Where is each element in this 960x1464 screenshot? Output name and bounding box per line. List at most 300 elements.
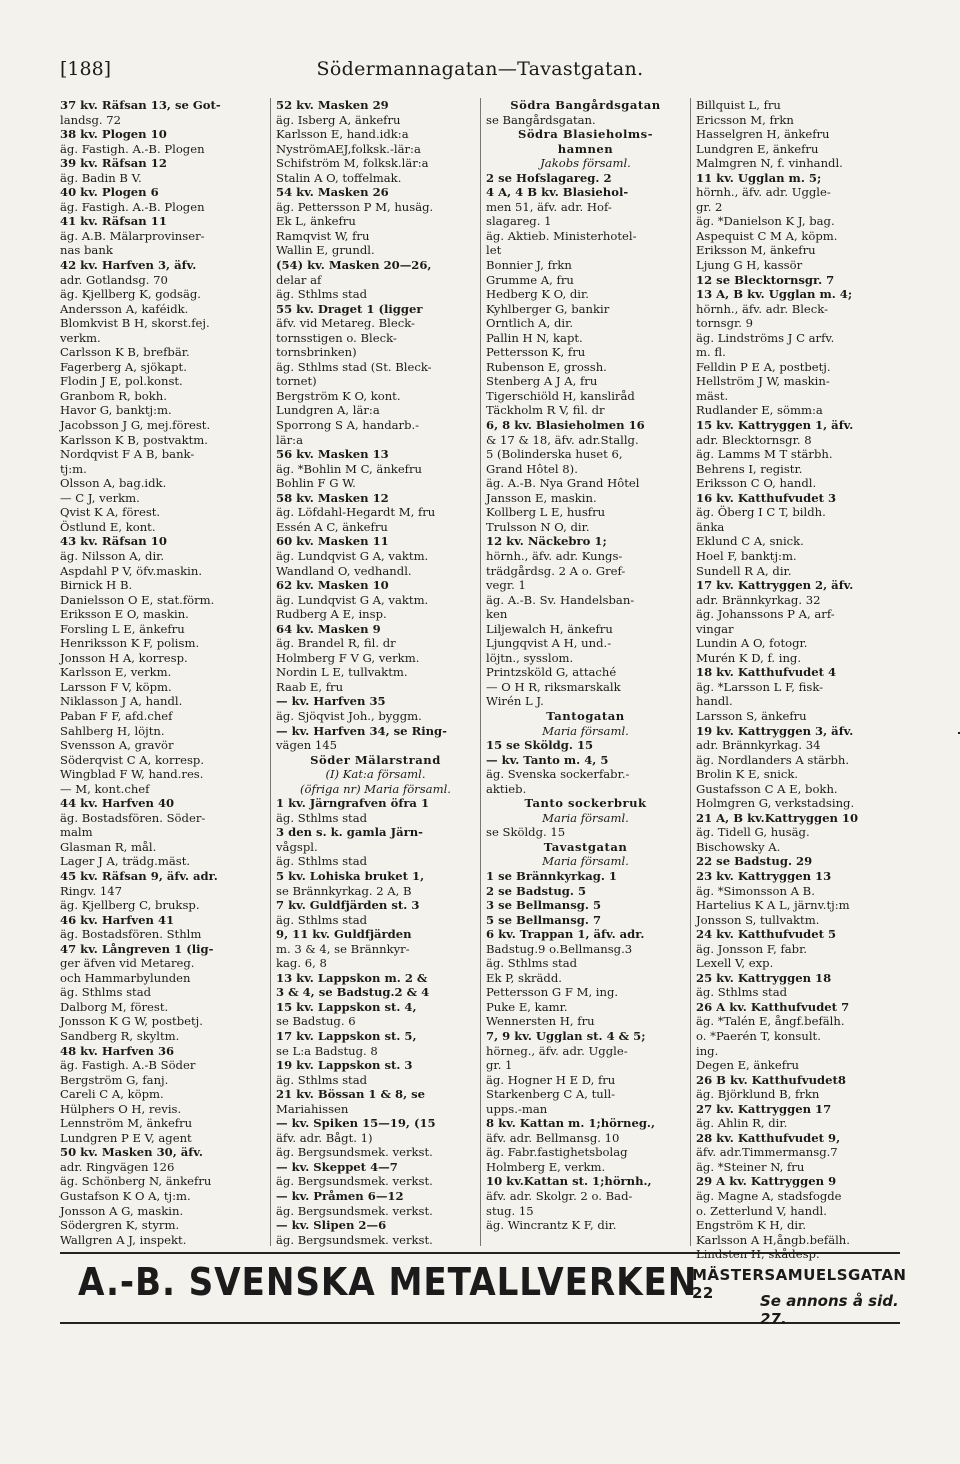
directory-entry: äg. Schönberg N, änkefru: [60, 1174, 212, 1189]
directory-entry: stug. 15: [486, 1203, 534, 1218]
directory-entry: äg. Nilsson A, dir.: [60, 548, 165, 563]
directory-entry: Södra Blasieholms-: [517, 127, 654, 142]
directory-entry: 39 kv. Räfsan 12: [60, 156, 167, 171]
directory-entry: upps.-man: [486, 1101, 548, 1116]
directory-entry: adr. Ringvägen 126: [60, 1159, 175, 1174]
directory-entry: 24 kv. Katthufvudet 5: [696, 927, 837, 942]
directory-entry: Lennström M, änkefru: [60, 1116, 193, 1131]
directory-entry: vegr. 1: [486, 578, 526, 593]
directory-entry: Bergström K O, kont.: [276, 388, 401, 403]
directory-entry: äg. Lundqvist G A, vaktm.: [276, 548, 429, 563]
directory-entry: Hedberg K O, dir.: [486, 287, 589, 302]
directory-entry: Aspequist C M A, köpm.: [696, 228, 838, 243]
directory-entry: Degen E, änkefru: [696, 1058, 799, 1073]
directory-entry: äg. *Larsson L F, fisk-: [696, 679, 824, 694]
directory-entry: handl.: [696, 694, 733, 709]
directory-entry: Hülphers O H, revis.: [60, 1101, 182, 1116]
directory-entry: 48 kv. Harfven 36: [60, 1043, 175, 1058]
directory-entry: Lundgren P E V, agent: [60, 1130, 192, 1145]
directory-entry: äg. Wincrantz K F, dir.: [486, 1218, 617, 1233]
directory-entry: Jonsson A G, maskin.: [60, 1203, 184, 1218]
directory-entry: äg. Bergsundsmek. verkst.: [276, 1232, 433, 1247]
directory-entry: o. Zetterlund V, handl.: [696, 1203, 827, 1218]
directory-entry: 1 se Brännkyrkag. 1: [486, 868, 617, 883]
directory-entry: 40 kv. Plogen 6: [60, 185, 159, 200]
directory-entry: Aspdahl P V, öfv.maskin.: [60, 563, 203, 578]
directory-entry: 25 kv. Kattryggen 18: [696, 970, 832, 985]
directory-entry: adr. Brännkyrkag. 34: [696, 738, 821, 753]
directory-entry: äg. *Bohlin M C, änkefru: [276, 461, 422, 476]
directory-entry: 10 kv.Kattan st. 1;hörnh.,: [486, 1174, 652, 1189]
directory-entry: äg. Jonsson F, fabr.: [696, 941, 808, 956]
directory-entry: Birnick H B.: [60, 578, 133, 593]
directory-entry: 29 A kv. Kattryggen 9: [696, 1174, 837, 1189]
directory-entry: — kv. Harfven 35: [276, 694, 386, 709]
directory-entry: Murén K D, f. ing.: [696, 650, 802, 665]
directory-entry: — kv. Slipen 2—6: [276, 1218, 387, 1233]
directory-entry: tornsgr. 9: [696, 316, 754, 331]
directory-entry: äg. Sthlms stad: [276, 1072, 368, 1087]
directory-entry: 5 (Bolinderska huset 6,: [486, 447, 623, 462]
directory-entry: äg. *Simonsson A B.: [696, 883, 815, 898]
ad-address: MÄSTERSAMUELSGATAN 22: [692, 1266, 907, 1302]
directory-entry: 62 kv. Masken 10: [276, 578, 389, 593]
directory-entry: 26 B kv. Katthufvudet8: [696, 1072, 846, 1087]
directory-entry: äg. Svenska sockerfabr.-: [486, 767, 630, 782]
directory-entry: Mariahissen: [276, 1101, 349, 1116]
directory-entry: Stenberg A J A, fru: [486, 374, 598, 389]
directory-entry: äg. Johanssons P A, arf-: [696, 607, 835, 622]
directory-entry: 55 kv. Draget 1 (ligger: [276, 301, 423, 316]
directory-entry: 7 kv. Guldfjärden st. 3: [276, 898, 420, 913]
directory-entry: Liljewalch H, änkefru: [486, 621, 613, 636]
directory-entry: änka: [696, 519, 725, 534]
directory-entry: 28 kv. Katthufvudet 9,: [696, 1130, 841, 1145]
directory-entry: ken: [486, 607, 508, 622]
directory-entry: Maria församl.: [542, 723, 629, 738]
directory-entry: 16 kv. Katthufvudet 3: [696, 490, 837, 505]
directory-entry: äfv. adr. Skolgr. 2 o. Bad-: [486, 1189, 633, 1204]
directory-entry: Ringv. 147: [60, 883, 122, 898]
directory-entry: Söder Mälarstrand: [310, 752, 441, 767]
directory-entry: gr. 2: [696, 199, 723, 214]
directory-entry: vågspl.: [276, 839, 318, 854]
directory-entry: Sahlberg H, löjtn.: [60, 723, 165, 738]
directory-entry: — C J, verkm.: [60, 490, 140, 505]
directory-entry: äg. Bostadsfören. Söder-: [60, 810, 206, 825]
directory-entry: äg. Fastigh. A.-B Söder: [60, 1058, 196, 1073]
directory-entry: Jonsson H A, korresp.: [60, 650, 188, 665]
directory-entry: 43 kv. Räfsan 10: [60, 534, 167, 549]
directory-entry: Lexell V, exp.: [696, 956, 774, 971]
directory-entry: verkm.: [60, 330, 101, 345]
directory-entry: hörnh., äfv. adr. Kungs-: [486, 548, 623, 563]
directory-entry: & 17 & 18, äfv. adr.Stallg.: [486, 432, 639, 447]
directory-entry: Wallgren A J, inspekt.: [60, 1232, 187, 1247]
directory-entry: Larsson S, änkefru: [696, 708, 807, 723]
directory-entry: tornsbrinken): [276, 345, 357, 360]
directory-entry: äg. Öberg I C T, bildh.: [696, 505, 826, 520]
directory-entry: Jansson E, maskin.: [486, 490, 597, 505]
directory-entry: 37 kv. Räfsan 13, se Got-: [60, 98, 221, 112]
directory-entry: Södra Bangårdsgatan: [510, 98, 661, 112]
directory-entry: vägen 145: [276, 738, 338, 753]
directory-entry: 7, 9 kv. Ugglan st. 4 & 5;: [486, 1029, 646, 1043]
directory-entry: Wirén L J.: [486, 694, 544, 709]
directory-entry: Karlsson K B, postvaktm.: [60, 432, 208, 447]
directory-entry: 18 kv. Katthufvudet 4: [696, 665, 837, 680]
directory-entry: 9, 11 kv. Guldfjärden: [276, 927, 412, 942]
directory-entry: äg. Sthlms stad: [696, 985, 788, 1000]
directory-entry: Raab E, fru: [276, 679, 344, 694]
directory-entry: Sandberg R, skyltm.: [60, 1029, 180, 1043]
directory-entry: tornsstigen o. Bleck-: [276, 330, 397, 345]
directory-entry: vingar: [696, 621, 734, 636]
directory-entry: nas bank: [60, 243, 113, 258]
directory-entry: Wennersten H, fru: [486, 1014, 595, 1029]
directory-entry: 15 kv. Lappskon st. 4,: [276, 999, 417, 1014]
directory-entry: löjtn., sysslom.: [486, 650, 574, 665]
directory-entry: se Bangårdsgatan.: [486, 112, 596, 127]
directory-entry: äg. Sthlms stad: [276, 854, 368, 869]
directory-entry: Maria församl.: [542, 810, 629, 825]
directory-entry: Bohlin F G W.: [276, 476, 356, 491]
directory-entry: äg. *Talén E, ångf.befälh.: [696, 1014, 845, 1029]
directory-entry: Flodin J E, pol.konst.: [60, 374, 183, 389]
directory-entry: — kv. Tanto m. 4, 5: [486, 752, 609, 767]
directory-entry: Jonsson K G W, postbetj.: [60, 1014, 203, 1029]
directory-entry: malm: [60, 825, 93, 840]
directory-entry: Täckholm R V, fil. dr: [486, 403, 605, 418]
directory-entry: Grand Hôtel 8).: [486, 461, 578, 476]
directory-entry: tornet): [276, 374, 317, 389]
directory-entry: Bonnier J, frkn: [486, 258, 572, 273]
directory-entry: Karlsson A H,ångb.befälh.: [696, 1232, 850, 1247]
directory-entry: Olsson A, bag.idk.: [60, 476, 167, 491]
directory-column-4: [690, 98, 900, 1262]
directory-entry: 26 A kv. Katthufvudet 7: [696, 999, 850, 1014]
directory-entry: m. 3 & 4, se Brännkyr-: [276, 941, 410, 956]
directory-entry: äg. Magne A, stadsfogde: [696, 1189, 842, 1204]
directory-entry: tj:m.: [60, 461, 87, 476]
directory-entry: NyströmAEJ,folksk.-lär:a: [276, 141, 421, 156]
directory-entry: Glasman R, mål.: [60, 839, 157, 854]
directory-entry: se L:a Badstug. 8: [276, 1043, 378, 1058]
directory-entry: äg. Hogner H E D, fru: [486, 1072, 616, 1087]
directory-entry: Rudlander E, sömm:a: [696, 403, 823, 418]
directory-entry: Bischowsky A.: [696, 839, 781, 854]
directory-entry: adr. Blecktornsgr. 8: [696, 432, 812, 447]
directory-entry: Puke E, kamr.: [486, 999, 568, 1014]
directory-entry: (54) kv. Masken 20—26,: [276, 258, 432, 273]
directory-entry: 64 kv. Masken 9: [276, 621, 381, 636]
directory-entry: Schifström M, folksk.lär:a: [276, 156, 429, 171]
directory-entry: äg. *Steiner N, fru: [696, 1159, 805, 1174]
directory-entry: 44 kv. Harfven 40: [60, 796, 175, 811]
directory-entry: Lindsten H, skådesp.: [696, 1247, 820, 1262]
directory-entry: äg. Bostadsfören. Sthlm: [60, 927, 202, 942]
directory-entry: 13 kv. Lappskon m. 2 &: [276, 970, 428, 985]
directory-entry: landsg. 72: [60, 112, 122, 127]
directory-column-3: [480, 98, 690, 1246]
advertisement-banner: [60, 1252, 907, 1328]
directory-entry: äg. Kjellberg C, bruksp.: [60, 898, 200, 913]
directory-entry: 21 A, B kv.Kattryggen 10: [696, 810, 859, 825]
directory-entry: hörneg., äfv. adr. Uggle-: [486, 1043, 628, 1058]
directory-entry: äg. Pettersson P M, husäg.: [276, 199, 434, 214]
directory-entry: Södergren K, styrm.: [60, 1218, 180, 1233]
directory-entry: lär:a: [276, 432, 303, 447]
directory-entry: 12 kv. Näckebro 1;: [486, 534, 607, 549]
directory-entry: Nordin L E, tullvaktm.: [276, 665, 408, 680]
directory-entry: 45 kv. Räfsan 9, äfv. adr.: [60, 868, 218, 883]
directory-entry: Wallin E, grundl.: [276, 243, 375, 258]
directory-entry: — kv. Skeppet 4—7: [276, 1159, 398, 1174]
directory-entry: — O H R, riksmarskalk: [486, 679, 621, 694]
directory-entry: aktieb.: [486, 781, 527, 796]
directory-entry: Tigerschiöld H, kansliråd: [486, 388, 635, 403]
directory-entry: Granbom R, bokh.: [60, 388, 167, 403]
directory-entry: 22 se Badstug. 29: [696, 854, 813, 869]
directory-entry: Careli C A, köpm.: [60, 1087, 164, 1102]
directory-entry: Dalborg M, förest.: [60, 999, 169, 1014]
directory-entry: äg. Aktieb. Ministerhotel-: [486, 228, 637, 243]
directory-entry: äg. Bergsundsmek. verkst.: [276, 1174, 433, 1189]
directory-entry: 17 kv. Kattryggen 2, äfv.: [696, 578, 854, 593]
directory-entry: Lager J A, trädg.mäst.: [60, 854, 191, 869]
directory-entry: Ramqvist W, fru: [276, 228, 370, 243]
directory-entry: Nordqvist F A B, bank-: [60, 447, 195, 462]
directory-entry: 3 den s. k. gamla Järn-: [276, 825, 423, 840]
directory-entry: äg. Nordlanders A stärbh.: [696, 752, 850, 767]
page-header: [60, 58, 900, 92]
directory-entry: 15 kv. Kattryggen 1, äfv.: [696, 418, 854, 433]
directory-entry: Maria församl.: [542, 854, 629, 869]
directory-entry: äfv. adr. Bågt. 1): [276, 1130, 373, 1145]
directory-entry: Jonsson S, tullvaktm.: [696, 912, 820, 927]
directory-entry: äg. Sthlms stad: [276, 810, 368, 825]
directory-entry: Tantogatan: [546, 708, 625, 723]
directory-entry: äg. A.-B. Nya Grand Hôtel: [486, 476, 640, 491]
directory-entry: 58 kv. Masken 12: [276, 490, 389, 505]
directory-entry: Jacobsson J G, mej.förest.: [60, 418, 211, 433]
directory-entry: äg. Lindströms J C arfv.: [696, 330, 835, 345]
directory-entry: 11 kv. Ugglan m. 5;: [696, 170, 822, 185]
directory-entry: 12 se Blecktornsgr. 7: [696, 272, 835, 287]
directory-entry: Hellström J W, maskin-: [696, 374, 830, 389]
directory-entry: Paban F F, afd.chef: [60, 708, 173, 723]
directory-entry: men 51, äfv. adr. Hof-: [486, 199, 612, 214]
directory-entry: Eriksson M, änkefru: [696, 243, 816, 258]
directory-entry: 1 kv. Järngrafven öfra 1: [276, 796, 430, 811]
directory-entry: Carlsson K B, brefbär.: [60, 345, 190, 360]
directory-entry: 50 kv. Masken 30, äfv.: [60, 1145, 203, 1160]
directory-entry: Wandland O, vedhandl.: [276, 563, 412, 578]
directory-entry: äg. Badin B V.: [60, 170, 142, 185]
directory-entry: o. *Paerén T, konsult.: [696, 1029, 821, 1043]
directory-entry: Printzsköld G, attaché: [486, 665, 617, 680]
directory-entry: äg. Löfdahl-Hegardt M, fru: [276, 505, 436, 520]
directory-entry: Malmgren N, f. vinhandl.: [696, 156, 843, 171]
directory-entry: äg. Lundqvist G A, vaktm.: [276, 592, 429, 607]
directory-entry: Karlsson E, verkm.: [60, 665, 172, 680]
directory-entry: Pallin H N, kapt.: [486, 330, 583, 345]
directory-entry: 2 se Badstug. 5: [486, 883, 587, 898]
directory-entry: 13 A, B kv. Ugglan m. 4;: [696, 287, 853, 302]
directory-entry: Eklund C A, snick.: [696, 534, 804, 549]
directory-entry: Grumme A, fru: [486, 272, 574, 287]
directory-entry: Forsling L E, änkefru: [60, 621, 185, 636]
directory-entry: adr. Brännkyrkag. 32: [696, 592, 821, 607]
directory-entry: Ek L, änkefru: [276, 214, 356, 229]
directory-entry: Hasselgren H, änkefru: [696, 127, 830, 142]
directory-entry: äg. Isberg A, änkefru: [276, 112, 401, 127]
directory-entry: äg. Björklund B, frkn: [696, 1087, 820, 1102]
directory-entry: äg. Sthlms stad: [276, 287, 368, 302]
directory-entry: Karlsson E, hand.idk:a: [276, 127, 409, 142]
directory-entry: äg. *Danielson K J, bag.: [696, 214, 835, 229]
directory-entry: se Badstug. 6: [276, 1014, 356, 1029]
directory-entry: äg. Sthlms stad: [486, 956, 578, 971]
directory-entry: Danielsson O E, stat.förm.: [60, 592, 215, 607]
directory-entry: — kv. Spiken 15—19, (15: [276, 1116, 436, 1131]
directory-entry: äfv. adr.Timmermansg.7: [696, 1145, 838, 1160]
directory-entry: Ericsson M, frkn: [696, 112, 794, 127]
directory-entry: Qvist K A, förest.: [60, 505, 161, 520]
directory-entry: Andersson A, kaféidk.: [60, 301, 189, 316]
directory-entry: Svensson A, gravör: [60, 738, 174, 753]
directory-entry: Orntlich A, dir.: [486, 316, 574, 331]
directory-entry: äg. Sthlms stad (St. Bleck-: [276, 359, 432, 374]
directory-entry: 38 kv. Plogen 10: [60, 127, 167, 142]
directory-entry: Jakobs församl.: [540, 156, 631, 171]
directory-entry: slagareg. 1: [486, 214, 552, 229]
directory-entry: adr. Gotlandsg. 70: [60, 272, 168, 287]
directory-entry: Larsson F V, köpm.: [60, 679, 172, 694]
directory-entry: 21 kv. Bössan 1 & 8, se: [276, 1087, 426, 1102]
directory-entry: Engström K H, dir.: [696, 1218, 807, 1233]
directory-entry: gr. 1: [486, 1058, 513, 1073]
directory-entry: se Brännkyrkag. 2 A, B: [276, 883, 412, 898]
directory-entry: 6, 8 kv. Blasieholmen 16: [486, 418, 645, 433]
directory-entry: Rudberg A E, insp.: [276, 607, 387, 622]
directory-entry: Hoel F, banktj:m.: [696, 548, 797, 563]
directory-entry: äg. Sthlms stad: [276, 912, 368, 927]
directory-entry: äg. Sjöqvist Joh., byggm.: [276, 708, 422, 723]
directory-entry: (I) Kat:a församl.: [325, 767, 426, 782]
directory-entry: äg. Fabr.fastighetsbolag: [486, 1145, 628, 1160]
directory-entry: Söderqvist C A, korresp.: [60, 752, 205, 767]
directory-entry: äg. Brandel R, fil. dr: [276, 636, 396, 651]
directory-entry: mäst.: [696, 388, 729, 403]
directory-entry: 3 & 4, se Badstug.2 & 4: [276, 985, 430, 1000]
directory-entry: Rubenson E, grossh.: [486, 359, 607, 374]
directory-entry: 17 kv. Lappskon st. 5,: [276, 1029, 417, 1043]
directory-entry: 15 se Sköldg. 15: [486, 738, 594, 753]
directory-entry: äg. Lamms M T stärbh.: [696, 447, 833, 462]
directory-entry: Blomkvist B H, skorst.fej.: [60, 316, 210, 331]
directory-entry: 3 se Bellmansg. 5: [486, 898, 602, 913]
directory-entry: 46 kv. Harfven 41: [60, 912, 175, 927]
directory-entry: Lundgren A, lär:a: [276, 403, 380, 418]
directory-entry: Fagerberg A, sjökapt.: [60, 359, 187, 374]
directory-entry: 47 kv. Långreven 1 (lig-: [60, 941, 214, 956]
directory-entry: äg. Sthlms stad: [60, 985, 152, 1000]
directory-entry: Niklasson J A, handl.: [60, 694, 183, 709]
directory-entry: äg. Kjellberg K, godsäg.: [60, 287, 201, 302]
page-title: Södermannagatan—Tavastgatan.: [316, 58, 644, 80]
directory-entry: 52 kv. Masken 29: [276, 98, 389, 112]
directory-entry: 4 A, 4 B kv. Blasiehol-: [486, 185, 629, 200]
directory-entry: hamnen: [557, 141, 614, 156]
directory-entry: 41 kv. Räfsan 11: [60, 214, 167, 229]
directory-entry: Eriksson E O, maskin.: [60, 607, 189, 622]
ad-company-name: A.-B. SVENSKA METALLVERKEN: [78, 1260, 698, 1304]
directory-entry: Tavastgatan: [543, 839, 628, 854]
directory-entry: äfv. adr. Bellmansg. 10: [486, 1130, 620, 1145]
directory-entry: 27 kv. Kattryggen 17: [696, 1101, 832, 1116]
directory-entry: Tanto sockerbruk: [524, 796, 647, 811]
directory-entry: — M, kont.chef: [60, 781, 150, 796]
directory-entry: 6 kv. Trappan 1, äfv. adr.: [486, 927, 645, 942]
directory-entry: Sundell R A, dir.: [696, 563, 792, 578]
directory-entry: 23 kv. Kattryggen 13: [696, 868, 832, 883]
ad-page-reference: Se annons å sid. 27.: [760, 1292, 899, 1328]
directory-entry: Trulsson N O, dir.: [486, 519, 590, 534]
directory-entry: Havor G, banktj:m.: [60, 403, 172, 418]
directory-entry: let: [486, 243, 502, 258]
directory-entry: Lundgren E, änkefru: [696, 141, 819, 156]
directory-entry: äg. Bergsundsmek. verkst.: [276, 1203, 433, 1218]
directory-entry: Hartelius K A L, järnv.tj:m: [696, 898, 850, 913]
directory-entry: Brolin K E, snick.: [696, 767, 799, 782]
directory-entry: Ek P, skrädd.: [486, 970, 562, 985]
directory-entry: Holmgren G, verkstadsing.: [696, 796, 855, 811]
directory-entry: ing.: [696, 1043, 719, 1058]
directory-entry: Kollberg L E, husfru: [486, 505, 606, 520]
directory-entry: Eriksson C O, handl.: [696, 476, 817, 491]
directory-entry: Essén A C, änkefru: [276, 519, 388, 534]
directory-entry: Holmberg E, verkm.: [486, 1159, 606, 1174]
directory-entry: äg. Fastigh. A.-B. Plogen: [60, 199, 205, 214]
directory-entry: Östlund E, kont.: [60, 519, 156, 534]
directory-entry: Bergström G, fanj.: [60, 1072, 169, 1087]
page-number: [188]: [60, 58, 112, 80]
directory-entry: Billquist L, fru: [696, 98, 781, 112]
directory-entry: Stalin A O, toffelmak.: [276, 170, 402, 185]
directory-entry: äg. Bergsundsmek. verkst.: [276, 1145, 433, 1160]
directory-entry: Badstug.9 o.Bellmansg.3: [486, 941, 633, 956]
directory-entry: (öfriga nr) Maria församl.: [300, 781, 451, 796]
directory-entry: Lundin A O, fotogr.: [696, 636, 808, 651]
directory-entry: m. fl.: [696, 345, 726, 360]
directory-entry: 5 se Bellmansg. 7: [486, 912, 602, 927]
directory-entry: hörnh., äfv. adr. Uggle-: [696, 185, 831, 200]
directory-entry: Ljung G H, kassör: [696, 258, 803, 273]
directory-entry: Kyhlberger G, bankir: [486, 301, 610, 316]
directory-entry: äfv. vid Metareg. Bleck-: [276, 316, 415, 331]
directory-entry: äg. A.-B. Sv. Handelsban-: [486, 592, 635, 607]
directory-entry: 42 kv. Harfven 3, äfv.: [60, 258, 197, 273]
directory-entry: Gustafson K O A, tj:m.: [60, 1189, 191, 1204]
directory-entry: Felldin P E A, postbetj.: [696, 359, 831, 374]
directory-entry: Ljungqvist A H, und.-: [486, 636, 612, 651]
directory-entry: Pettersson G F M, ing.: [486, 985, 619, 1000]
directory-column-2: [270, 98, 480, 1246]
directory-entry: kag. 6, 8: [276, 956, 327, 971]
directory-entry: äg. Tidell G, husäg.: [696, 825, 810, 840]
directory-entry: hörnh., äfv. adr. Bleck-: [696, 301, 829, 316]
